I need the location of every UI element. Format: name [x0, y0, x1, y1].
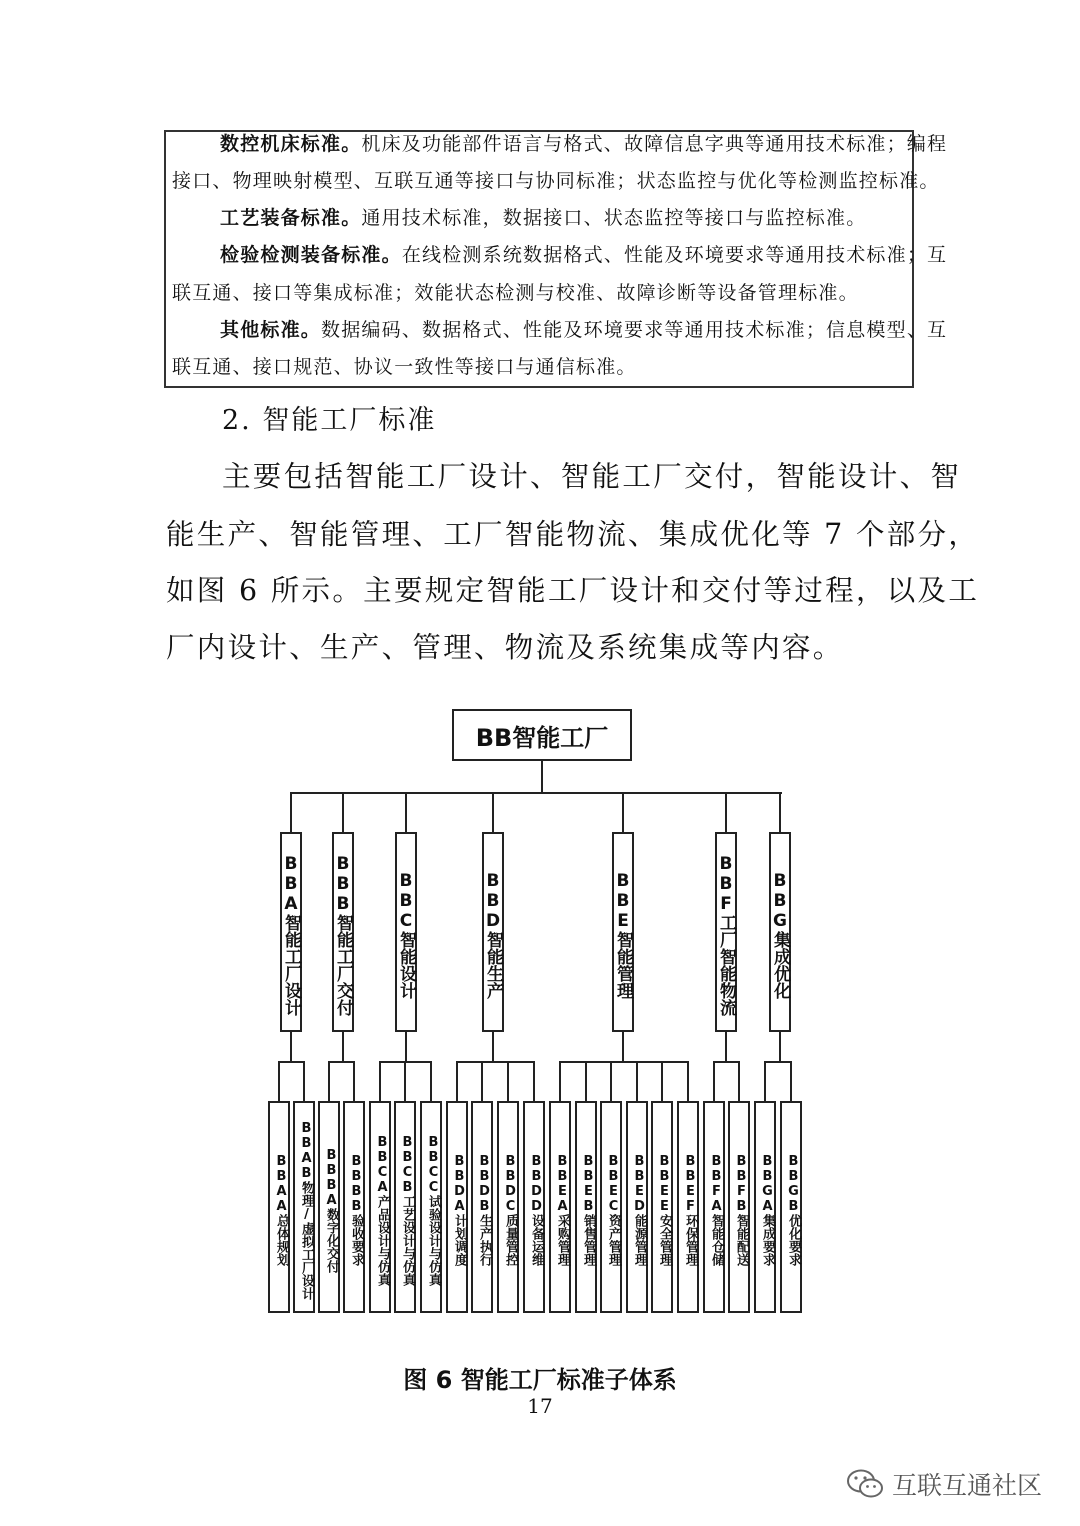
leaf-node: BBCB工艺设计与仿真: [394, 1101, 416, 1313]
figure-caption: 图 6 智能工厂标准子体系: [403, 1366, 677, 1394]
connector-line: [290, 792, 292, 832]
watermark-text: 互联互通社区: [892, 1471, 1043, 1500]
connector-line: [610, 1061, 612, 1101]
box-line-5-text: 联互通、接口等集成标准；效能状态检测与校准、故障诊断等设备管理标准。: [172, 282, 859, 304]
category-node: BBB智能工厂交付: [332, 832, 354, 1032]
connector-line: [661, 1061, 663, 1101]
connector-line: [303, 1061, 305, 1101]
connector-line: [353, 1061, 355, 1101]
connector-line: [790, 1061, 792, 1101]
connector-line: [725, 792, 727, 832]
box-line-5: [172, 280, 912, 306]
box-line-4-text: 在线检测系统数据格式、性能及环境要求等通用技术标准；互: [401, 244, 948, 266]
connector-line: [585, 1061, 587, 1101]
paragraph-line-4: 厂内设计、生产、管理、物流及系统集成等内容。: [166, 631, 844, 664]
connector-line: [492, 792, 494, 832]
connector-line: [379, 1061, 381, 1101]
connector-line: [622, 792, 624, 832]
leaf-node: BBBB验收要求: [343, 1101, 365, 1313]
connector-line: [290, 1032, 292, 1062]
category-node: BBA智能工厂设计: [280, 832, 302, 1032]
box-line-4: [172, 242, 960, 268]
page-number: 17: [527, 1394, 553, 1418]
connector-line: [559, 1061, 689, 1063]
category-node: BBG集成优化: [769, 832, 791, 1032]
box-line-6-bold: 其他标准。: [220, 319, 322, 341]
box-line-4-bold: 检验检测装备标准。: [220, 244, 402, 266]
connector-line: [342, 792, 344, 832]
leaf-node: BBCA产品设计与仿真: [369, 1101, 391, 1313]
leaf-node: BBEB销售管理: [575, 1101, 597, 1313]
connector-line: [328, 1061, 330, 1101]
box-line-3-text: 通用技术标准，数据接口、状态监控等接口与监控标准。: [361, 207, 867, 229]
connector-line: [342, 1032, 344, 1062]
paragraph-line-1: 主要包括智能工厂设计、智能工厂交付，智能设计、智: [222, 460, 962, 493]
category-node: BBF工厂智能物流: [715, 832, 737, 1032]
connector-line: [559, 1061, 561, 1101]
leaf-node: BBAB物理/虚拟工厂设计: [293, 1101, 315, 1313]
box-line-3: [172, 205, 960, 231]
connector-line: [779, 1032, 781, 1062]
connector-line: [481, 1061, 483, 1101]
paragraph-line-2: 能生产、智能管理、工厂智能物流、集成优化等 7 个部分，: [166, 518, 980, 551]
box-line-7: [172, 354, 912, 380]
connector-line: [507, 1061, 509, 1101]
leaf-node: BBDC质量管控: [497, 1101, 519, 1313]
connector-line: [290, 792, 782, 794]
box-line-1-text: 机床及功能部件语言与格式、故障信息字典等通用技术标准；编程: [361, 133, 948, 155]
leaf-node: BBEA采购管理: [549, 1101, 571, 1313]
connector-line: [404, 1061, 406, 1101]
watermark: [846, 1466, 1042, 1502]
connector-line: [687, 1061, 689, 1101]
category-node: BBE智能管理: [612, 832, 634, 1032]
leaf-node: BBGB优化要求: [780, 1101, 802, 1313]
box-line-3-bold: 工艺装备标准。: [220, 207, 362, 229]
leaf-node: BBGA集成要求: [754, 1101, 776, 1313]
leaf-node: BBFA智能仓储: [703, 1101, 725, 1313]
leaf-node: BBDB生产执行: [471, 1101, 493, 1313]
box-line-6: [172, 317, 960, 343]
connector-line: [456, 1061, 458, 1101]
leaf-node: BBEF环保管理: [677, 1101, 699, 1313]
paragraph-line-3: 如图 6 所示。主要规定智能工厂设计和交付等过程，以及工: [166, 574, 980, 607]
connector-line: [533, 1061, 535, 1101]
root-node: BB智能工厂: [452, 709, 632, 761]
connector-line: [713, 1061, 715, 1101]
leaf-node: BBCC试验设计与仿真: [420, 1101, 442, 1313]
leaf-node: BBEE安全管理: [651, 1101, 673, 1313]
box-line-1: [172, 131, 960, 157]
leaf-node: BBDA计划调度: [446, 1101, 468, 1313]
connector-line: [405, 792, 407, 832]
connector-line: [278, 1061, 280, 1101]
connector-line: [622, 1032, 624, 1062]
connector-line: [405, 1032, 407, 1062]
connector-line: [725, 1032, 727, 1062]
leaf-node: BBED能源管理: [626, 1101, 648, 1313]
category-node: BBC智能设计: [395, 832, 417, 1032]
box-line-2-text: 接口、物理映射模型、互联互通等接口与协同标准；状态监控与优化等检测监控标准。: [172, 170, 940, 192]
connector-line: [456, 1061, 534, 1063]
connector-line: [541, 761, 543, 793]
connector-line: [738, 1061, 740, 1101]
box-line-7-text: 联互通、接口规范、协议一致性等接口与通信标准。: [172, 356, 637, 378]
connector-line: [764, 1061, 792, 1063]
box-line-6-text: 数据编码、数据格式、性能及环境要求等通用技术标准；信息模型、互: [321, 319, 948, 341]
box-line-1-bold: 数控机床标准。: [220, 133, 362, 155]
connector-line: [430, 1061, 432, 1101]
box-line-2: [172, 168, 940, 194]
leaf-node: BBAA总体规划: [268, 1101, 290, 1313]
leaf-node: BBBA数字化交付: [318, 1101, 340, 1313]
category-node: BBD智能生产: [482, 832, 504, 1032]
connector-line: [764, 1061, 766, 1101]
connector-line: [492, 1032, 494, 1062]
connector-line: [328, 1061, 354, 1063]
leaf-node: BBEC资产管理: [600, 1101, 622, 1313]
leaf-node: BBDD设备运维: [523, 1101, 545, 1313]
connector-line: [636, 1061, 638, 1101]
section-heading: 2. 智能工厂标准: [222, 405, 437, 436]
connector-line: [278, 1061, 304, 1063]
connector-line: [779, 792, 781, 832]
leaf-node: BBFB智能配送: [728, 1101, 750, 1313]
connector-line: [713, 1061, 739, 1063]
wechat-icon: [846, 1468, 884, 1500]
